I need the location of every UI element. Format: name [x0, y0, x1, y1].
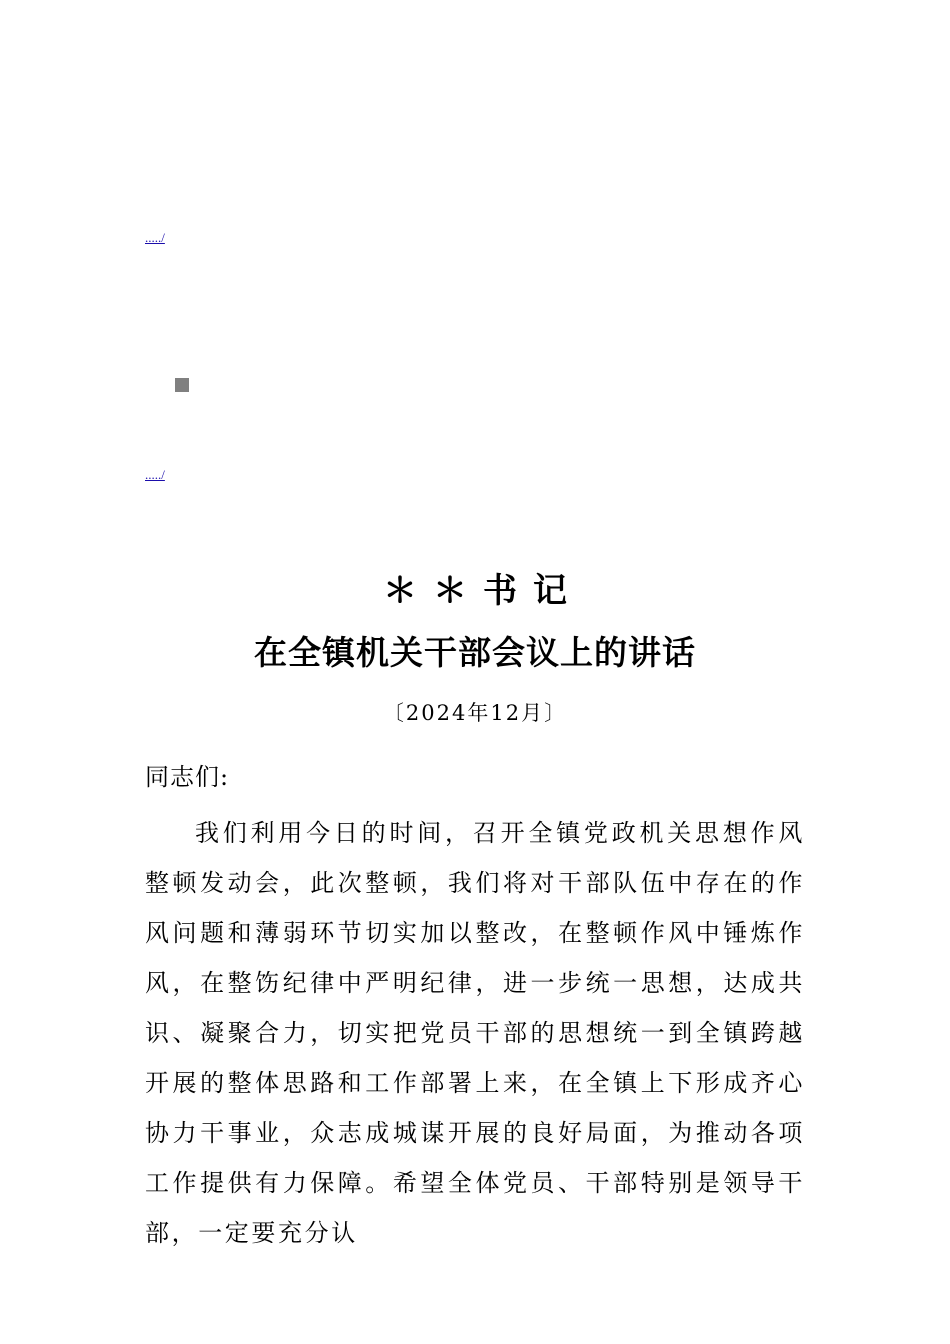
page-link-bottom[interactable]: ...../ [145, 467, 165, 482]
speech-title-speaker: ＊＊书记 [383, 571, 583, 611]
page-link-top[interactable]: ...../ [145, 230, 165, 245]
speech-paragraph: 我们利用今日的时间，召开全镇党政机关思想作风整顿发动会，此次整顿，我们将对干部队伍中存在的作风问题和薄弱环节切实加以整改，在整顿作风中锤炼作风，在整饬纪律中严明纪律，进一步统一思想，达成共识、凝聚合力，切实把党员干部的思想统一到全镇跨越开展的整体思路和工作部署上来，在全镇上下形成齐心协力干事业，众志成城谋开展的良好局面，为推动各项工作提供有力保障。希望全体党员、干部特别是领导干部，一定要充分认 [145, 819, 805, 1247]
placeholder-image-icon [175, 378, 189, 392]
salutation: 同志们: [145, 763, 230, 791]
speech-date: 〔2024年12月〕 [382, 701, 568, 725]
speech-title: 在全镇机关干部会议上的讲话 [254, 633, 696, 672]
